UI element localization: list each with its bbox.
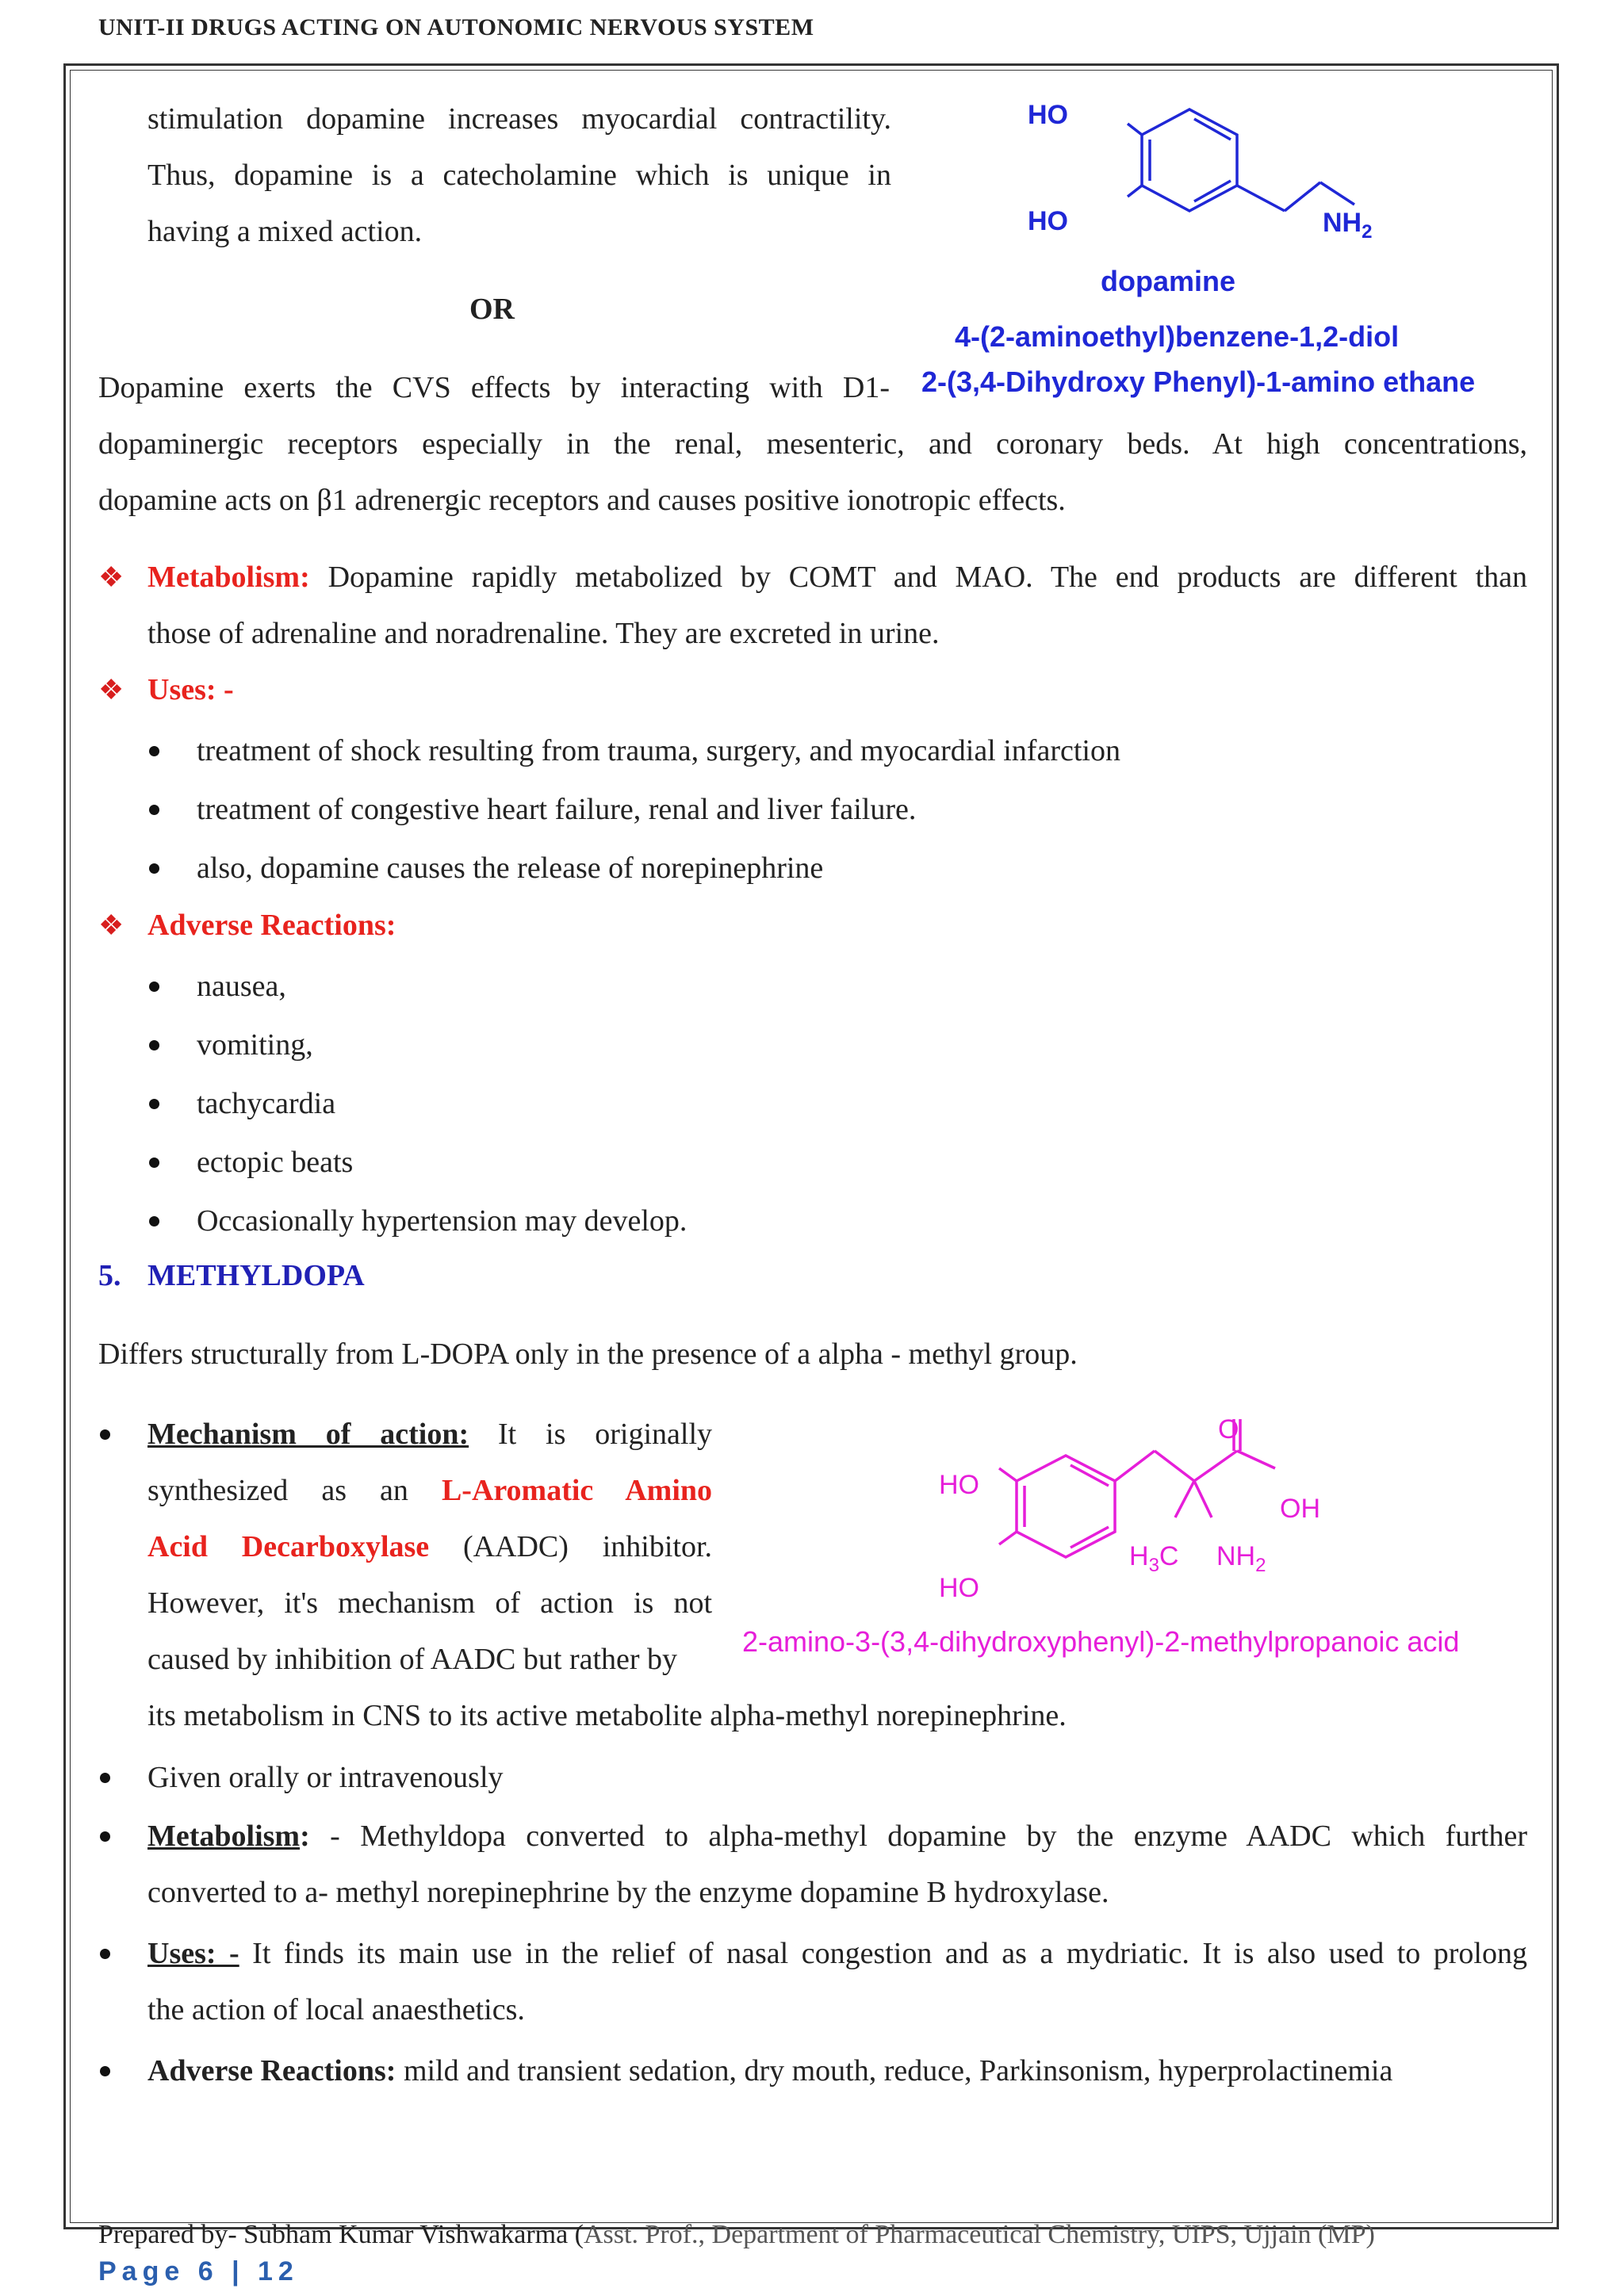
- moa-line-1: Mechanism of action: It is originally: [147, 1418, 712, 1451]
- methyldopa-nh2: $NH_2$: [1216, 1541, 1266, 1576]
- intro-line-2: Thus, dopamine is a catecholamine which is unique in: [147, 159, 891, 192]
- or-label: OR: [469, 293, 515, 326]
- cvs-line-1: Dopamine exerts the CVS effects by interacting with D1-: [98, 371, 890, 404]
- intro-line-1: stimulation dopamine increases myocardial contractility.: [147, 102, 891, 136]
- bullet-icon: [149, 863, 159, 874]
- uses-label: Uses: -: [147, 673, 234, 706]
- bullet-icon: [149, 805, 159, 815]
- diamond-bullet-icon: ❖: [98, 561, 124, 593]
- diamond-bullet-icon: ❖: [98, 909, 124, 941]
- section-number: 5.: [98, 1259, 121, 1292]
- uses-methyldopa-line-2: the action of local anaesthetics.: [147, 1993, 525, 2026]
- dopamine-iupac: 4-(2-aminoethyl)benzene-1,2-diol: [955, 320, 1400, 353]
- methyldopa-iupac: 2-amino-3-(3,4-dihydroxyphenyl)-2-methylpropanoic acid: [742, 1625, 1460, 1658]
- adverse-item: ectopic beats: [197, 1146, 354, 1179]
- dopamine-name: dopamine: [1101, 265, 1236, 297]
- adverse-item: tachycardia: [197, 1087, 336, 1120]
- dopamine-ho-top: HO: [1028, 100, 1068, 130]
- uses-item: also, dopamine causes the release of norepinephrine: [197, 851, 824, 885]
- adverse-item: nausea,: [197, 970, 286, 1003]
- uses-item: treatment of shock resulting from trauma, surgery, and myocardial infarction: [197, 734, 1120, 767]
- metabolism-methyldopa-line-1: Metabolism: - Methyldopa converted to alpha-methyl dopamine by the enzyme AADC which further: [147, 1820, 1527, 1853]
- methyldopa-o: O: [1218, 1414, 1239, 1445]
- uses-item: treatment of congestive heart failure, renal and liver failure.: [197, 793, 917, 826]
- bullet-icon: [149, 1040, 159, 1050]
- bullet-icon: [100, 1949, 110, 1959]
- adverse-item: Occasionally hypertension may develop.: [197, 1204, 688, 1238]
- adverse-methyldopa: Adverse Reactions: mild and transient sedation, dry mouth, reduce, Parkinsonism, hyperprolactinemia: [147, 2054, 1393, 2087]
- methyldopa-methyl: $H_3C$: [1129, 1541, 1179, 1576]
- cvs-line-3: dopamine acts on β1 adrenergic receptors and causes positive ionotropic effects.: [98, 484, 1066, 517]
- metabolism-line-2: those of adrenaline and noradrenaline. They are excreted in urine.: [147, 617, 940, 650]
- methyldopa-ho-top: HO: [939, 1470, 979, 1500]
- bullet-icon: [149, 746, 159, 756]
- section-heading: METHYLDOPA: [147, 1259, 365, 1292]
- bullet-icon: [100, 1831, 110, 1842]
- bullet-icon: [100, 1429, 110, 1440]
- adverse-item: vomiting,: [197, 1028, 313, 1062]
- cvs-line-2: dopaminergic receptors especially in the renal, mesenteric, and coronary beds. At high concentrations,: [98, 427, 1527, 461]
- footer-prepared-by: Prepared by- Subham Kumar Vishwakarma (Asst. Prof., Department of Pharmaceutical Chemistry, UIPS, Ujjain (MP): [98, 2220, 1375, 2249]
- moa-line-4: However, it's mechanism of action is not: [147, 1586, 712, 1620]
- methyldopa-ho-bottom: HO: [939, 1573, 979, 1603]
- methyldopa-oh: OH: [1280, 1494, 1320, 1524]
- moa-line-3: Acid Decarboxylase (AADC) inhibitor.: [147, 1530, 712, 1563]
- moa-line-2: synthesized as an L-Aromatic Amino: [147, 1474, 713, 1507]
- bullet-icon: [149, 982, 159, 992]
- adverse-label: Adverse Reactions:: [147, 909, 396, 942]
- dopamine-ho-bottom: HO: [1028, 206, 1068, 236]
- metabolism-methyldopa-line-2: converted to a- methyl norepinephrine by the enzyme dopamine B hydroxylase.: [147, 1876, 1109, 1909]
- dopamine-alt-name: 2-(3,4-Dihydroxy Phenyl)-1-amino ethane: [921, 365, 1476, 398]
- bullet-icon: [149, 1099, 159, 1109]
- dopamine-nh2: $NH_2$: [1323, 208, 1373, 243]
- bullet-icon: [149, 1158, 159, 1168]
- methyldopa-intro: Differs structurally from L-DOPA only in the presence of a alpha - methyl group.: [98, 1337, 1078, 1371]
- metabolism-line-1: Metabolism: Dopamine rapidly metabolized by COMT and MAO. The end products are different than: [147, 561, 1527, 594]
- moa-line-6: its metabolism in CNS to its active metabolite alpha-methyl norepinephrine.: [147, 1699, 1067, 1732]
- bullet-icon: [149, 1216, 159, 1226]
- page-header: UNIT-II DRUGS ACTING ON AUTONOMIC NERVOUS SYSTEM: [98, 14, 814, 40]
- bullet-icon: [100, 1773, 110, 1783]
- uses-methyldopa-line-1: Uses: - It finds its main use in the relief of nasal congestion and as a mydriatic. It is also used to prolong: [147, 1937, 1527, 1970]
- given-text: Given orally or intravenously: [147, 1761, 504, 1794]
- diamond-bullet-icon: ❖: [98, 674, 124, 706]
- moa-line-5: caused by inhibition of AADC but rather by: [147, 1643, 678, 1676]
- bullet-icon: [100, 2066, 110, 2076]
- intro-line-3: having a mixed action.: [147, 215, 423, 248]
- page-number: Page 6 | 12: [98, 2256, 299, 2286]
